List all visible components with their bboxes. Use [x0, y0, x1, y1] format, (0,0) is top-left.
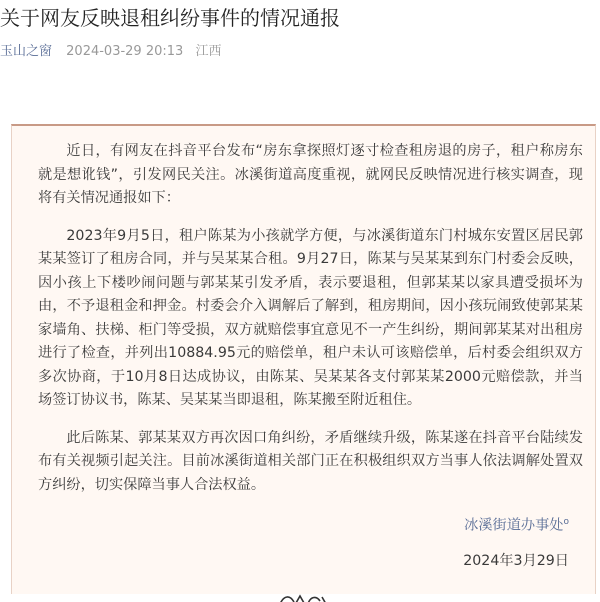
publish-datetime: 2024-03-29 20:13	[66, 44, 184, 59]
signature-mark-icon: o	[563, 517, 569, 527]
decorative-ornament	[276, 590, 336, 602]
publish-region: 江西	[195, 44, 222, 59]
account-name-link[interactable]: 玉山之窗	[0, 44, 53, 59]
notice-paragraph-intro: 近日，有网友在抖音平台发布“房东拿探照灯逐寸检查租房退的房子，租户称房东就是想讹钱”，引发网民关注。冰溪街道高度重视，就网民反映情况进行核实调查，现将有关情况通报如下：	[38, 143, 583, 206]
article-meta	[0, 42, 229, 62]
notice-date: 2024年3月29日	[463, 552, 569, 569]
notice-signature	[38, 511, 569, 538]
article-title: 关于网友反映退租纠纷事件的情况通报	[0, 6, 340, 30]
signature-text: 冰溪街道办事处	[464, 517, 564, 534]
notice-box	[11, 124, 596, 594]
notice-paragraph-details: 2023年9月5日，租户陈某为小孩就学方便，与冰溪街道东门村城东安置区居民郭某某签订了租房合同，并与吴某某合租。9月27日，陈某与吴某某到东门村委会反映，因小孩上下楼吵闹问题与郭某某引发矛盾，表示要退租，但郭某某以家具遭受损坏为由，不予退租金和押金。村委会介入调解后了解到，租房期间，因小孩玩闹致使郭某某家墙角、扶梯、柜门等受损，双方就赔偿事宜意见不一产生纠纷，期间郭某某对出租房进行了检查，并列出10884.95元的赔偿单，租户未认可该赔偿单，后村委会组织双方多次协商，于10月8日达成协议，由陈某、吴某某各支付郭某某2000元赔偿款，并当场签订协议书，陈某、吴某某当即退租，陈某搬至附近租住。	[38, 227, 583, 408]
ornament-icon	[276, 593, 336, 602]
notice-paragraph-followup: 此后陈某、郭某某双方再次因口角纠纷，矛盾继续升级，陈某遂在抖音平台陆续发布有关视频引起关注。目前冰溪街道相关部门正在积极组织双方当事人依法调解处置双方纠纷，切实保障当事人合法权益。	[38, 429, 583, 493]
